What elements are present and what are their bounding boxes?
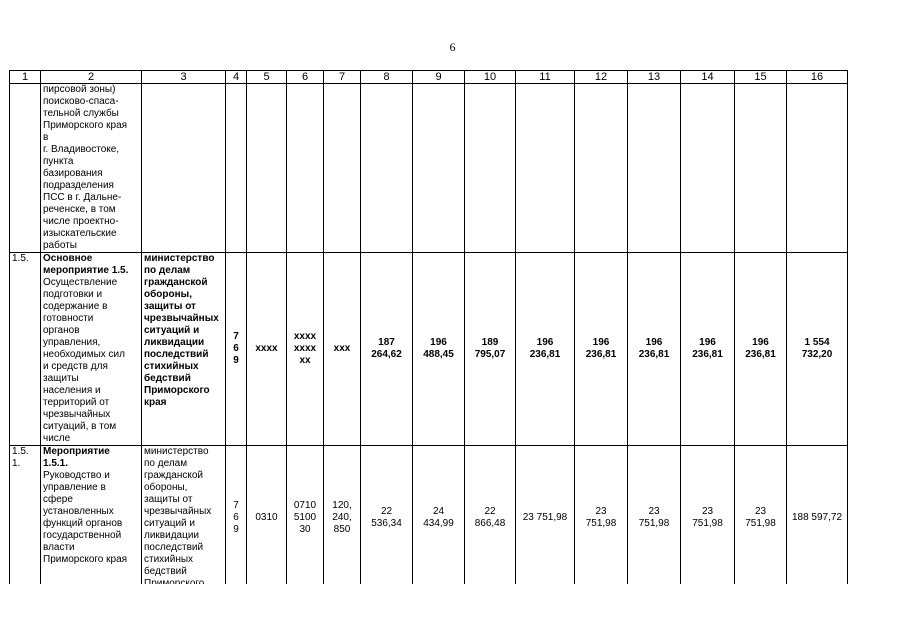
table-cell [787, 84, 848, 253]
target-article-code: хххх хххх хх [287, 253, 324, 446]
total-amount-cell: 1 554 732,20 [787, 253, 848, 446]
table-cell [247, 84, 287, 253]
amount-cell: 23 751,98 [681, 446, 735, 591]
column-header: 5 [247, 71, 287, 84]
activity-cell [41, 446, 142, 591]
activity-title: Мероприятие 1.5.1. [43, 446, 110, 469]
column-header: 1 [10, 71, 41, 84]
responsible-executor: министерство по делам гражданской обороны, защиты от чрезвычайных ситуаций и ликвидации последствий стихийных бедствий [142, 446, 226, 591]
section-code: 0310 [247, 446, 287, 591]
activity-cell [41, 253, 142, 446]
grbs-code: 7 6 9 [226, 253, 247, 446]
responsible-executor: министерство по делам гражданской обороны, защиты от чрезвычайных ситуаций и ликвидации последствий стихийных бедствий Приморского края [142, 253, 226, 446]
column-header: 3 [142, 71, 226, 84]
activity-description: Осуществление подготовки и содержание в готовности органов управления, необходимых сил и средств для защиты населения и территорий от чрезвычайных ситуаций, в том числе [43, 277, 125, 444]
table-cell [324, 84, 361, 253]
total-amount-cell: 188 597,72 [787, 446, 848, 591]
table-cell [465, 84, 516, 253]
row-number [10, 84, 41, 253]
table-cell [516, 84, 575, 253]
amount-cell: 196 236,81 [681, 253, 735, 446]
budget-table [9, 70, 848, 591]
column-header: 7 [324, 71, 361, 84]
amount-cell: 23 751,98 [575, 446, 628, 591]
grbs-code: 7 6 9 [226, 446, 247, 591]
page-bottom-margin [0, 584, 905, 640]
amount-cell: 196 236,81 [735, 253, 787, 446]
activity-title: Основное мероприятие 1.5. [43, 253, 129, 276]
amount-cell: 196 236,81 [516, 253, 575, 446]
amount-cell: 196 488,45 [413, 253, 465, 446]
column-header: 10 [465, 71, 516, 84]
table-cell [575, 84, 628, 253]
amount-cell: 23 751,98 [628, 446, 681, 591]
activity-description: пирсовой зоны) поисково-спаса- тельной службы Приморского края в г. Владивостоке, пункта базирования подразделения ПСС в г. Дальне- реченске, в том числе проектно- изыскательские работы [41, 84, 142, 253]
target-article-code: 0710 5100 30 [287, 446, 324, 591]
table-cell [413, 84, 465, 253]
column-header: 14 [681, 71, 735, 84]
column-header: 6 [287, 71, 324, 84]
column-header: 13 [628, 71, 681, 84]
amount-cell: 22 536,34 [361, 446, 413, 591]
expense-type-code: ххх [324, 253, 361, 446]
page-number: 6 [449, 40, 456, 54]
section-code: хххх [247, 253, 287, 446]
column-header: 16 [787, 71, 848, 84]
column-header: 12 [575, 71, 628, 84]
table-cell [681, 84, 735, 253]
amount-cell: 23 751,98 [735, 446, 787, 591]
header-row [10, 71, 848, 84]
row-number: 1.5. 1. [10, 446, 41, 591]
table-row [10, 253, 848, 446]
expense-type-code: 120, 240, 850 [324, 446, 361, 591]
column-header: 2 [41, 71, 142, 84]
table-cell [628, 84, 681, 253]
column-header: 9 [413, 71, 465, 84]
activity-description: Руководство и управление в сфере установленных функций органов государственной власти Приморского края [43, 470, 128, 565]
amount-cell: 189 795,07 [465, 253, 516, 446]
table-cell [226, 84, 247, 253]
amount-cell: 23 751,98 [516, 446, 575, 591]
column-header: 15 [735, 71, 787, 84]
amount-cell: 187 264,62 [361, 253, 413, 446]
amount-cell: 24 434,99 [413, 446, 465, 591]
column-header: 8 [361, 71, 413, 84]
row-number: 1.5. [10, 253, 41, 446]
table-cell [287, 84, 324, 253]
column-header: 11 [516, 71, 575, 84]
responsible-executor [142, 84, 226, 253]
table-cell [735, 84, 787, 253]
column-header: 4 [226, 71, 247, 84]
table-row [10, 446, 848, 591]
amount-cell: 196 236,81 [575, 253, 628, 446]
table-cell [361, 84, 413, 253]
table-row [10, 84, 848, 253]
amount-cell: 196 236,81 [628, 253, 681, 446]
amount-cell: 22 866,48 [465, 446, 516, 591]
